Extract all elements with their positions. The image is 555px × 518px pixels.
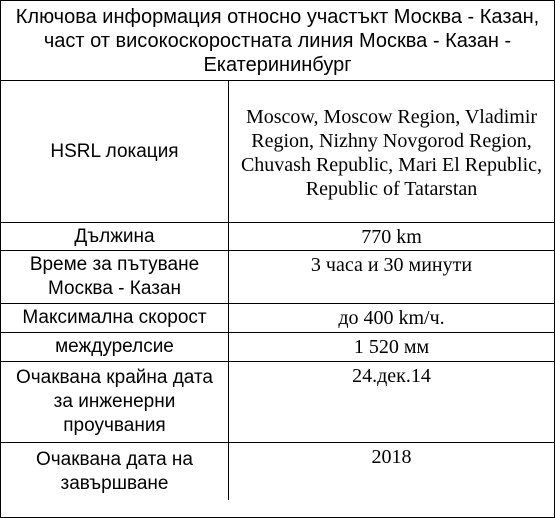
table-row-length [1, 223, 554, 251]
row-label: Максимална скорост [1, 304, 229, 332]
table-row-travel-time [1, 251, 554, 304]
row-value: 2018 [371, 446, 412, 468]
table-title: Ключова информация относно участъкт Москва - Казан, част от високоскоростната линия Москва - Казан - Екатерининбург [1, 1, 554, 81]
row-value: до 400 km/ч. [338, 307, 445, 329]
row-label: Очаквана крайна дата за инженерни проучвания [1, 362, 229, 442]
row-label: Очаквана дата на завършване [1, 443, 229, 500]
row-value: 770 km [361, 226, 422, 248]
row-label: Време за пътуване Москва - Казан [1, 251, 229, 303]
table-row-gauge [1, 333, 554, 362]
table-row-completion-date [1, 443, 554, 500]
row-value: 1 520 мм [353, 336, 430, 358]
row-value: 24.дек.14 [352, 365, 431, 387]
table-row-max-speed [1, 304, 554, 333]
row-value: Moscow, Moscow Region, Vladimir Region, Nizhny Novgorod Region, Chuvash Republic, Mari El Republic, Republic of Tatarstan [240, 105, 543, 200]
row-value: 3 часа и 30 минути [310, 254, 473, 276]
table-row-location [1, 81, 554, 223]
row-label: HSRL локация [1, 81, 229, 222]
row-label: междурелсие [1, 333, 229, 361]
row-label: Дължина [1, 223, 229, 250]
table-row-engineering-date [1, 362, 554, 443]
